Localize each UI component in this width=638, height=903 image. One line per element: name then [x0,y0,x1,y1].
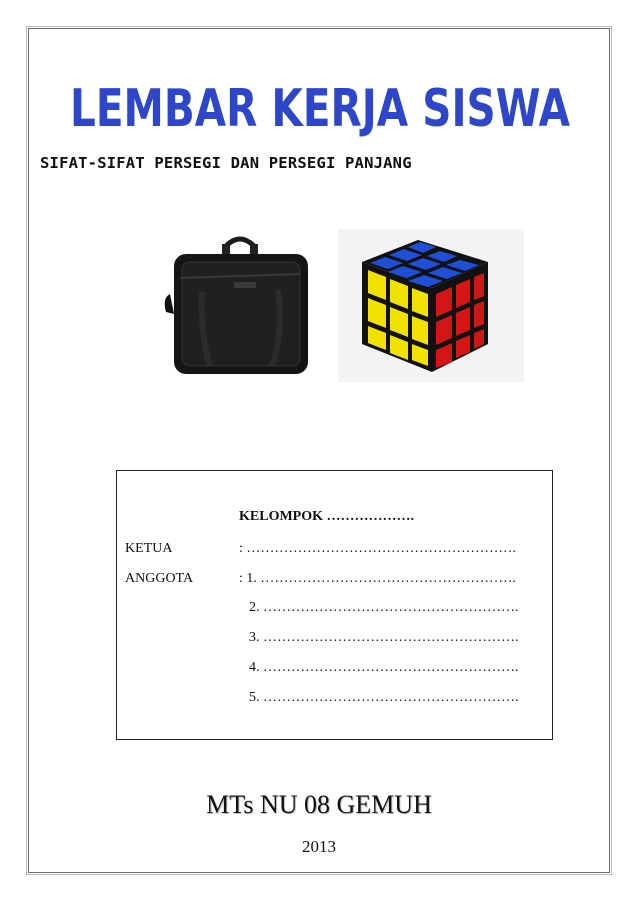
subtitle: SIFAT-SIFAT PERSEGI DAN PERSEGI PANJANG [40,154,412,172]
year: 2013 [302,837,336,856]
laptop-bag-image [160,232,320,380]
school-name: MTs NU 08 GEMUH [206,790,432,819]
ketua-label: KETUA [125,541,173,556]
rubik-cube-image [352,232,502,378]
member-field-3: 3. ………………………………………………. [249,630,519,645]
member-field-1: : 1. ………………………………………………. [239,571,516,586]
member-field-4: 4. ………………………………………………. [249,660,519,675]
group-info-box [116,470,553,740]
kelompok-label: KELOMPOK ………………. [239,509,414,524]
member-field-2: 2. ………………………………………………. [249,600,519,615]
anggota-label: ANGGOTA [125,571,194,586]
ketua-field: : …………………………………………………. [239,541,516,556]
member-field-5: 5. ………………………………………………. [249,690,519,705]
title-text: LEMBAR KERJA SISWA [70,79,570,138]
worksheet-title [60,68,580,138]
